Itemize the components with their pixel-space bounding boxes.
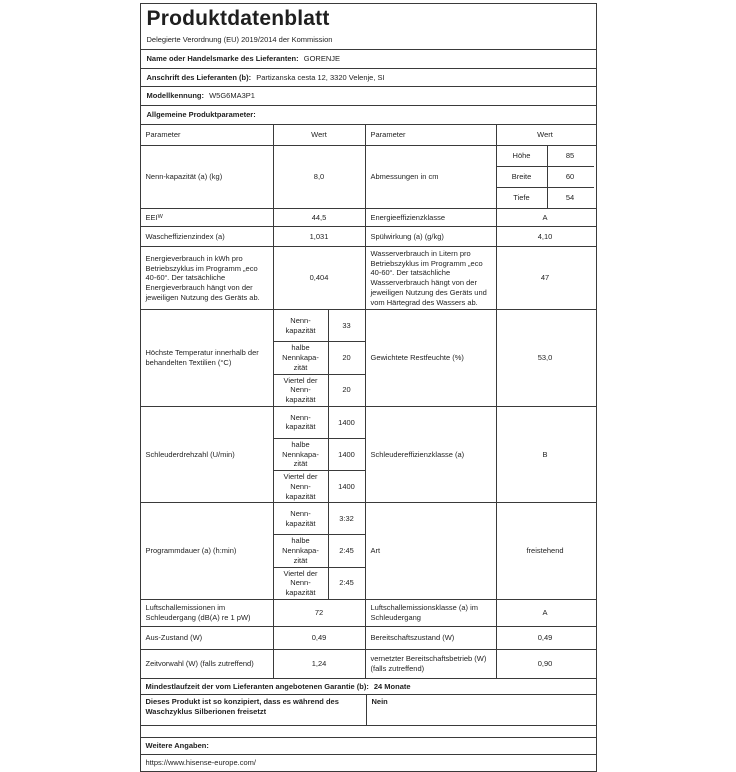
website-link[interactable]: https://www.hisense-europe.com/	[145, 758, 256, 768]
table-header-row	[141, 125, 596, 146]
type-label: Art	[366, 503, 497, 599]
model-label: Modellkennung:	[146, 91, 204, 101]
wash-index-value: 1,031	[274, 227, 366, 246]
water-consumption-label: Wasserverbrauch in Litern pro Betriebszyklus im Programm „eco 40-60“. Der tatsächliche Wasserverbrauch hängt von der jeweiligen Nutzung des Geräts und vom Härtegrad des Wassers ab.	[366, 247, 497, 310]
row-washindex-rinse	[141, 227, 596, 247]
row-website	[141, 755, 596, 771]
spin-class-value: B	[542, 449, 548, 459]
row-spinspeed-spinclass	[141, 407, 596, 504]
capacity-value: 8,0	[274, 146, 366, 208]
row-maxtemp-moisture	[141, 310, 596, 407]
water-consumption-value: 47	[540, 273, 550, 283]
warranty-label: Mindestlaufzeit der vom Lieferanten angebotenen Garantie (b):	[145, 681, 369, 691]
dimension-height-value: 85	[565, 151, 575, 161]
energy-class-label: Energieeffizienzklasse	[366, 209, 497, 226]
capacity-label: Nenn-kapazität (a) (kg)	[141, 146, 274, 208]
max-temp-rated: Nenn-kapazität 33	[274, 310, 365, 342]
row-noise-noiseclass	[141, 600, 596, 627]
warranty-cell	[141, 679, 596, 694]
warranty-value: 24 Monate	[373, 681, 411, 691]
max-temp-quarter: Viertel der Nenn-kapazität 20	[274, 375, 365, 406]
energy-consumption-value: 0,404	[274, 247, 366, 310]
row-eei-energyclass	[141, 209, 596, 227]
wash-index-label: Wascheffizienzindex (a)	[141, 227, 274, 246]
model-value: W5G6MA3P1	[209, 91, 255, 101]
rinse-label: Spülwirkung (a) (g/kg)	[366, 227, 497, 246]
spin-speed-label: Schleuderdrehzahl (U/min)	[141, 407, 274, 503]
spin-class-label: Schleudereffizienzklasse (a)	[366, 407, 497, 503]
eei-value: 44,5	[274, 209, 366, 226]
type-value: freistehend	[526, 546, 564, 556]
dimension-depth-label: Tiefe	[497, 188, 548, 208]
dimension-width-label: Breite	[497, 167, 548, 187]
more-info-label: Weitere Angaben:	[145, 741, 209, 751]
supplier-value: GORENJE	[303, 53, 340, 63]
duration-rated: Nenn-kapazität 3:32	[274, 503, 365, 535]
silver-ions-value: Nein	[371, 696, 388, 706]
noise-class-value: A	[542, 608, 548, 618]
noise-class-label: Luftschallemissionsklasse (a) im Schleudergang	[366, 600, 497, 626]
col-header-wert-right: Wert	[537, 130, 553, 140]
supplier-row	[141, 50, 596, 69]
product-datasheet	[140, 3, 597, 772]
address-label: Anschrift des Lieferanten (b):	[146, 72, 252, 82]
row-energy-water	[141, 247, 596, 311]
col-header-parameter-right: Parameter	[366, 125, 497, 145]
dimension-height-label: Höhe	[497, 146, 548, 166]
col-header-parameter-left: Parameter	[141, 125, 274, 145]
noise-value: 72	[274, 600, 366, 626]
max-temp-label: Höchste Temperatur innerhalb der behandelten Textilien (°C)	[141, 310, 274, 406]
row-silver-ions	[141, 695, 596, 726]
noise-label: Luftschallemissionen im Schleudergang (dB(A) re 1 pW)	[141, 600, 274, 626]
networked-standby-label: vernetzter Bereitschaftsbetrieb (W) (falls zutreffend)	[366, 650, 497, 678]
spacer-cell	[141, 726, 596, 737]
regulation-note: Delegierte Verordnung (EU) 2019/2014 der Kommission	[146, 35, 333, 45]
dimensions-subtable	[497, 146, 594, 208]
max-temp-half: halbe Nennkapa-zität 20	[274, 342, 365, 374]
residual-moisture-value: 53,0	[537, 353, 553, 363]
address-value: Partizanska cesta 12, 3320 Velenje, SI	[256, 72, 385, 82]
dimension-row-height	[497, 146, 594, 167]
delay-start-label: Zeitvorwahl (W) (falls zutreffend)	[141, 650, 274, 678]
silver-ions-label: Dieses Produkt ist so konzipiert, dass es während des Waschzyklus Silberionen freisetzt	[141, 695, 367, 725]
page-title: Produktdatenblatt	[146, 7, 330, 30]
delay-start-value: 1,24	[274, 650, 366, 678]
dimension-row-depth	[497, 188, 594, 208]
dimension-width-value: 60	[565, 172, 575, 182]
supplier-label: Name oder Handelsmarke des Lieferanten:	[146, 53, 299, 63]
standby-label: Bereitschaftszustand (W)	[366, 627, 497, 649]
col-header-wert-left: Wert	[274, 125, 366, 145]
eei-label: EEI W	[141, 209, 274, 226]
spin-speed-quarter: Viertel der Nenn-kapazität 1400	[274, 471, 365, 502]
spin-speed-subtable	[274, 407, 366, 503]
row-offmode-standby	[141, 627, 596, 650]
off-mode-value: 0,49	[274, 627, 366, 649]
model-row	[141, 87, 596, 106]
section-row	[141, 106, 596, 125]
duration-subtable	[274, 503, 366, 599]
off-mode-label: Aus-Zustand (W)	[141, 627, 274, 649]
spin-speed-rated: Nenn-kapazität 1400	[274, 407, 365, 439]
row-capacity-dimensions	[141, 146, 596, 209]
dimension-row-width	[497, 167, 594, 188]
duration-label: Programmdauer (a) (h:min)	[141, 503, 274, 599]
max-temp-subtable	[274, 310, 366, 406]
energy-class-value: A	[542, 212, 548, 222]
row-warranty	[141, 679, 596, 695]
rinse-value: 4,10	[537, 231, 553, 241]
title-block	[141, 4, 596, 50]
address-row	[141, 69, 596, 88]
standby-value: 0,49	[537, 633, 553, 643]
dimension-depth-value: 54	[565, 193, 575, 203]
networked-standby-value: 0,90	[537, 659, 553, 669]
spin-speed-half: halbe Nennkapa-zität 1400	[274, 439, 365, 471]
row-more-info	[141, 738, 596, 755]
section-label: Allgemeine Produktparameter:	[146, 110, 256, 120]
dimensions-label: Abmessungen in cm	[366, 146, 497, 208]
row-delaystart-networked	[141, 650, 596, 679]
duration-quarter: Viertel der Nenn-kapazität 2:45	[274, 568, 365, 599]
row-duration-type	[141, 503, 596, 600]
duration-half: halbe Nennkapa-zität 2:45	[274, 535, 365, 567]
residual-moisture-label: Gewichtete Restfeuchte (%)	[366, 310, 497, 406]
eei-subscript: W	[157, 213, 163, 220]
energy-consumption-label: Energieverbrauch in kWh pro Betriebszyklus im Programm „eco 40-60“. Der tatsächliche Energieverbrauch hängt von der jeweiligen Nutzung des Geräts ab.	[141, 247, 274, 310]
row-spacer	[141, 726, 596, 738]
